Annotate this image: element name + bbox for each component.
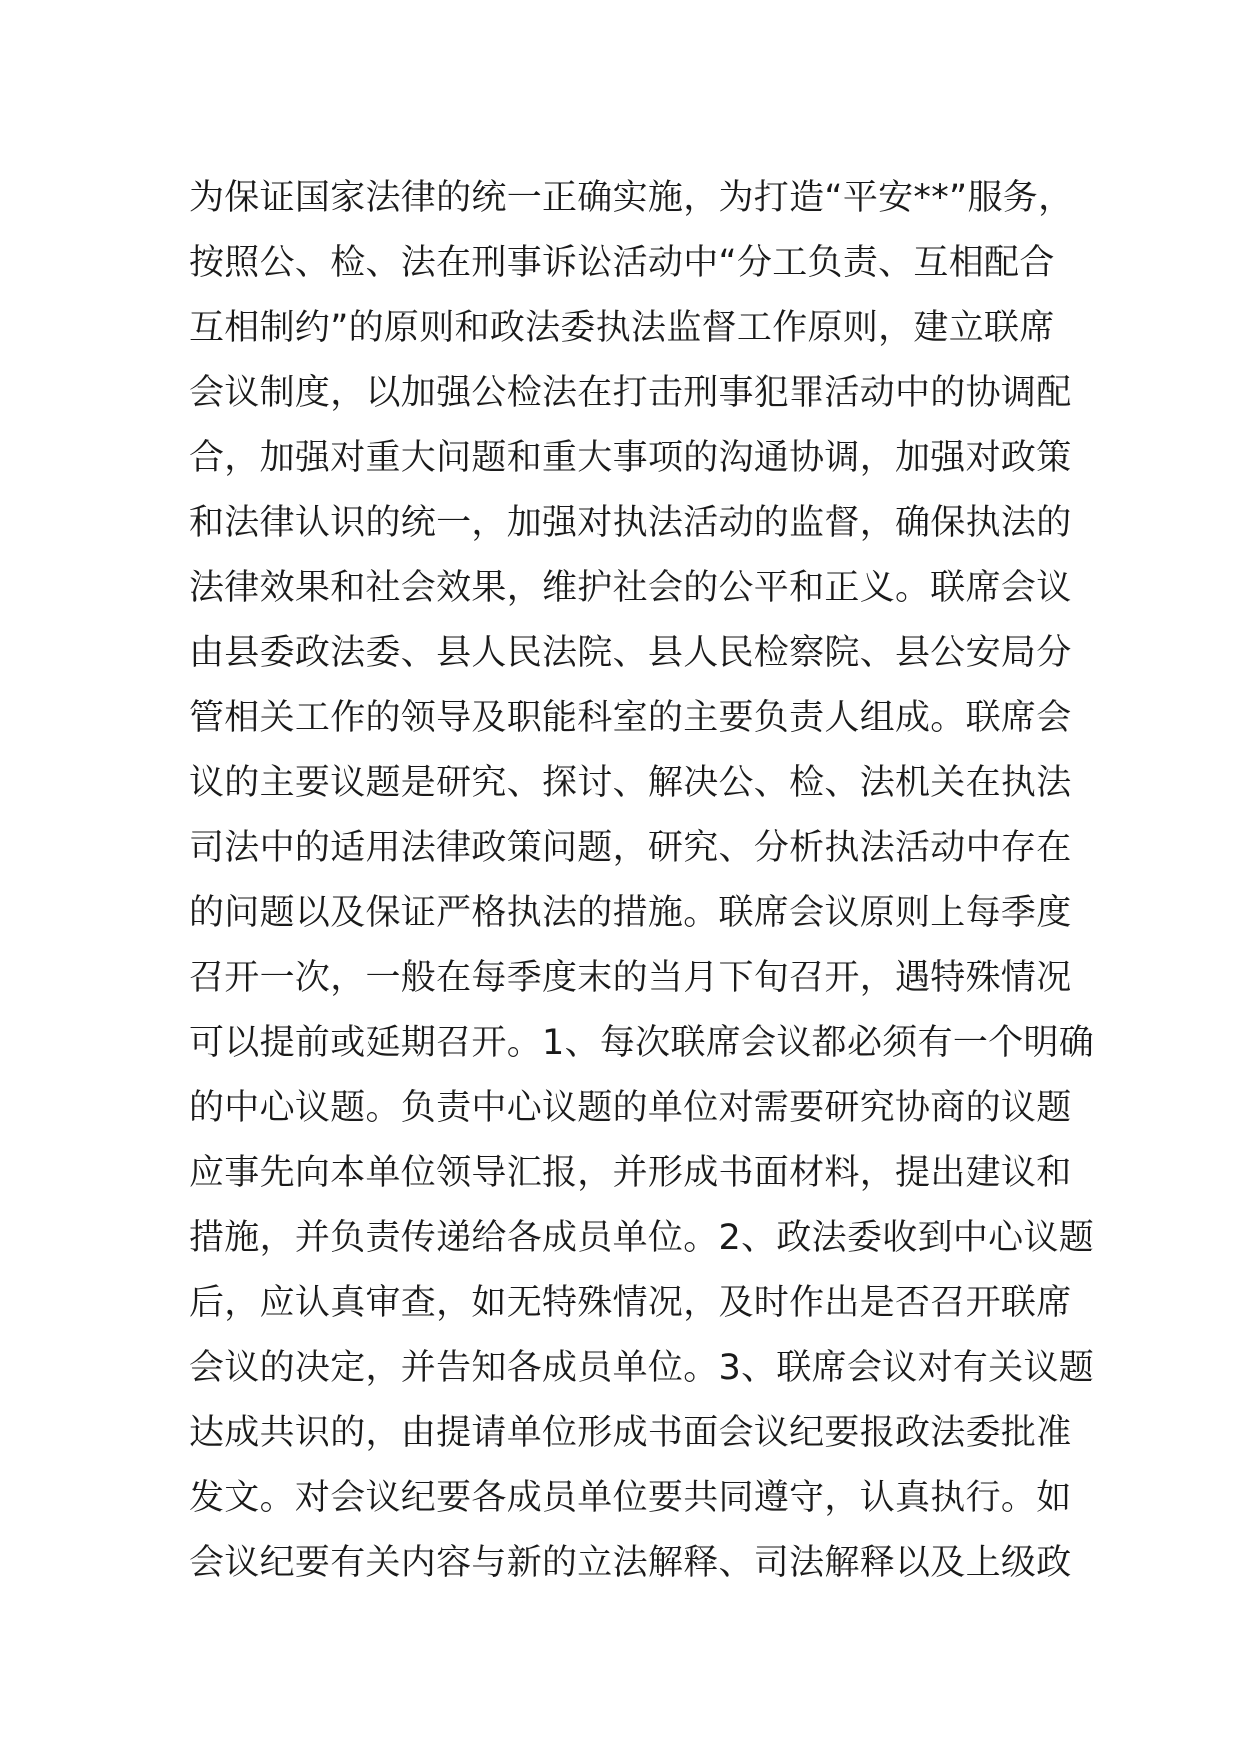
text-line: 达成共识的，由提请单位形成书面会议纪要报政法委批准 [189, 1413, 1072, 1453]
text-line: 和法律认识的统一，加强对执法活动的监督，确保执法的 [189, 503, 1072, 543]
text-line: 由县委政法委、县人民法院、县人民检察院、县公安局分 [189, 633, 1072, 673]
text-line: 应事先向本单位领导汇报，并形成书面材料，提出建议和 [189, 1153, 1072, 1193]
text-line: 会议的决定，并告知各成员单位。3、联席会议对有关议题 [189, 1348, 1095, 1388]
text-line: 的中心议题。负责中心议题的单位对需要研究协商的议题 [189, 1088, 1072, 1128]
text-line: 发文。对会议纪要各成员单位要共同遵守，认真执行。如 [189, 1478, 1072, 1518]
text-line: 司法中的适用法律政策问题，研究、分析执法活动中存在 [189, 828, 1072, 868]
text-line: 按照公、检、法在刑事诉讼活动中“分工负责、互相配合 [189, 243, 1055, 283]
text-line: 后，应认真审查，如无特殊情况，及时作出是否召开联席 [189, 1283, 1072, 1323]
text-line: 合，加强对重大问题和重大事项的沟通协调，加强对政策 [189, 438, 1072, 478]
text-line: 互相制约”的原则和政法委执法监督工作原则，建立联席 [189, 308, 1055, 348]
text-line: 措施，并负责传递给各成员单位。2、政法委收到中心议题 [189, 1218, 1095, 1258]
text-line: 管相关工作的领导及职能科室的主要负责人组成。联席会 [189, 698, 1072, 738]
text-line: 议的主要议题是研究、探讨、解决公、检、法机关在执法 [189, 763, 1072, 803]
body-text [189, 166, 1095, 1596]
text-line: 的问题以及保证严格执法的措施。联席会议原则上每季度 [189, 893, 1072, 933]
text-line: 召开一次，一般在每季度末的当月下旬召开，遇特殊情况 [189, 958, 1072, 998]
text-line: 法律效果和社会效果，维护社会的公平和正义。联席会议 [189, 568, 1072, 608]
text-line: 可以提前或延期召开。1、每次联席会议都必须有一个明确 [189, 1023, 1095, 1063]
text-line: 会议纪要有关内容与新的立法解释、司法解释以及上级政 [189, 1543, 1072, 1583]
text-line: 为保证国家法律的统一正确实施，为打造“平安**”服务， [189, 178, 1074, 218]
text-line: 会议制度，以加强公检法在打击刑事犯罪活动中的协调配 [189, 373, 1072, 413]
